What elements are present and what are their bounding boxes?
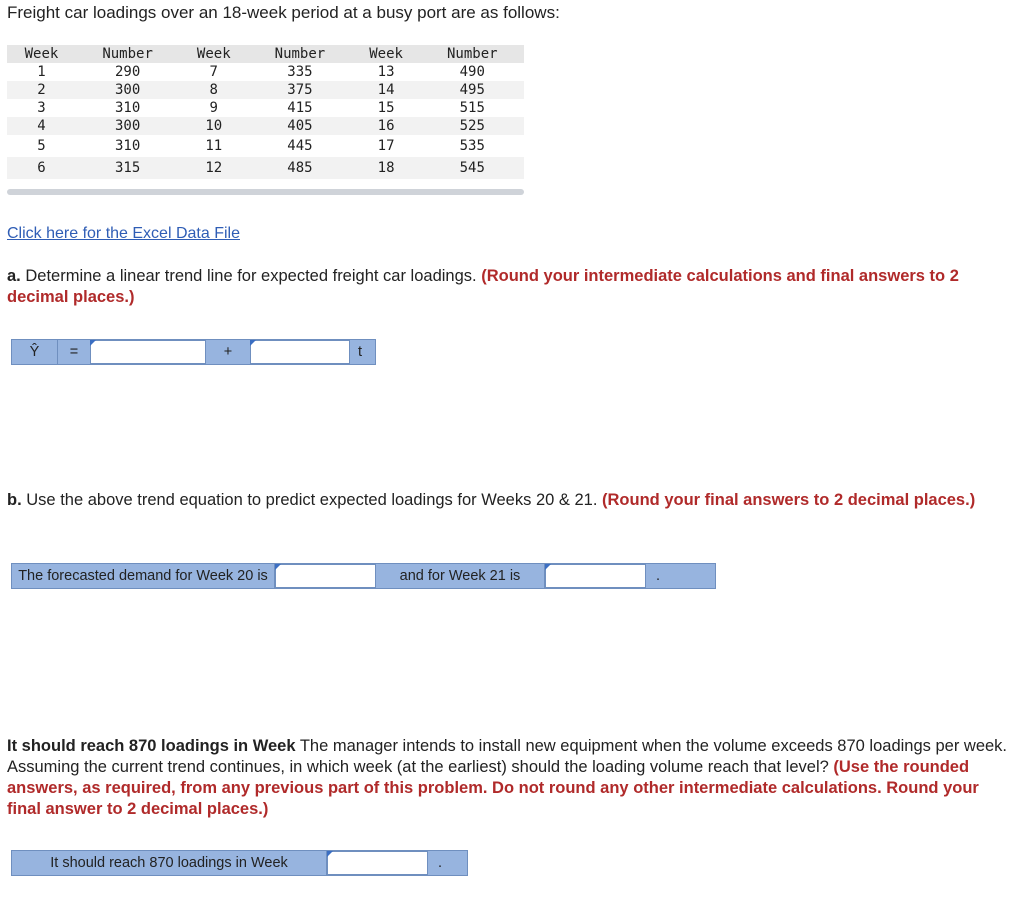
table-cell: 17 [377, 138, 395, 154]
question-c-label: It should reach 870 loadings in Week [7, 737, 296, 755]
period-mark: . [437, 855, 443, 871]
week-21-input-wrap [545, 564, 646, 588]
table-cell: 415 [287, 100, 313, 116]
week-20-input-wrap [275, 564, 376, 588]
table-row [7, 81, 524, 99]
table-cell: 12 [179, 157, 248, 179]
table-cell: 11 [205, 138, 223, 154]
table-cell: 10 [179, 117, 248, 135]
threshold-week-label: It should reach 870 loadings in Week [50, 855, 288, 871]
question-a [7, 266, 1007, 308]
table-cell: 310 [114, 100, 141, 116]
col-header-week: Week [179, 45, 248, 63]
table-cell: 16 [352, 117, 421, 135]
table-cell: 5 [37, 138, 46, 154]
table-cell: 375 [248, 81, 351, 99]
slope-input-wrap [250, 340, 350, 364]
table-cell: 490 [459, 64, 485, 80]
excel-data-file-link[interactable]: Click here for the Excel Data File [7, 225, 240, 242]
question-c [7, 736, 1007, 820]
week-21-forecast-input[interactable] [545, 564, 646, 588]
question-b [7, 490, 1007, 511]
trend-equation-row [11, 339, 376, 365]
table-cell: 2 [7, 81, 76, 99]
table-cell: 300 [76, 81, 179, 99]
table-cell: 9 [209, 100, 218, 116]
table-cell: 13 [377, 64, 395, 80]
col-header-number: Number [248, 45, 351, 63]
table-cell: 8 [179, 81, 248, 99]
week-20-label: The forecasted demand for Week 20 is [18, 568, 268, 584]
table-cell: 14 [352, 81, 421, 99]
forecast-row [11, 563, 716, 589]
y-hat-symbol: Ŷ [29, 344, 40, 360]
question-b-hint: (Round your final answers to 2 decimal places.) [602, 491, 976, 509]
period-mark: . [655, 568, 661, 584]
question-a-label: a. [7, 267, 21, 285]
table-cell: 6 [7, 157, 76, 179]
table-row [7, 99, 524, 117]
table-horizontal-scrollbar[interactable] [7, 189, 524, 195]
table-cell: 315 [76, 157, 179, 179]
table-row [7, 157, 524, 179]
col-header-number: Number [421, 45, 524, 63]
table-cell: 300 [76, 117, 179, 135]
col-header-week: Week [7, 45, 76, 63]
threshold-week-input[interactable] [327, 851, 428, 875]
table-cell: 445 [287, 138, 313, 154]
table-header-row [7, 45, 524, 63]
problem-intro: Freight car loadings over an 18-week period at a busy port are as follows: [7, 3, 560, 22]
threshold-week-row [11, 850, 468, 876]
table-cell: 290 [114, 64, 141, 80]
table-cell: 3 [37, 100, 46, 116]
equals-sign: = [69, 344, 79, 360]
question-c-text: The manager intends to install new equipment when the volume exceeds 870 loadings per week. Assuming the current trend continues, in which week (at the earliest) should the loading volume reach that level? [7, 737, 1008, 776]
table-cell: 7 [209, 64, 218, 80]
table-cell: 495 [421, 81, 524, 99]
table-row [7, 63, 524, 81]
table-cell: 405 [248, 117, 351, 135]
intercept-input[interactable] [90, 340, 206, 364]
table-cell: 310 [114, 138, 141, 154]
table-cell: 335 [287, 64, 313, 80]
table-cell: 545 [421, 157, 524, 179]
intercept-input-wrap [90, 340, 206, 364]
table-cell: 1 [37, 64, 46, 80]
table-cell: 4 [7, 117, 76, 135]
col-header-number: Number [76, 45, 179, 63]
table-cell: 18 [352, 157, 421, 179]
t-variable: t [357, 344, 363, 360]
table-cell: 525 [421, 117, 524, 135]
table-cell: 485 [248, 157, 351, 179]
table-cell: 15 [377, 100, 395, 116]
data-table [7, 45, 524, 179]
table-cell: 535 [459, 138, 485, 154]
table-cell: 515 [459, 100, 485, 116]
question-c-hint: (Use the rounded answers, as required, from any previous part of this problem. Do not round any other intermediate calculations. Round your final answer to 2 decimal places.) [7, 758, 979, 818]
plus-sign: + [223, 344, 233, 360]
col-header-week: Week [352, 45, 421, 63]
table-row [7, 117, 524, 135]
question-a-text: Determine a linear trend line for expected freight car loadings. [25, 267, 477, 285]
slope-input[interactable] [250, 340, 350, 364]
question-b-text: Use the above trend equation to predict expected loadings for Weeks 20 & 21. [26, 491, 598, 509]
week-20-forecast-input[interactable] [275, 564, 376, 588]
threshold-week-input-wrap [327, 851, 428, 875]
week-21-label: and for Week 21 is [399, 568, 521, 584]
table-row [7, 135, 524, 157]
question-b-label: b. [7, 491, 22, 509]
question-a-hint: (Round your intermediate calculations and final answers to 2 decimal places.) [7, 267, 959, 306]
